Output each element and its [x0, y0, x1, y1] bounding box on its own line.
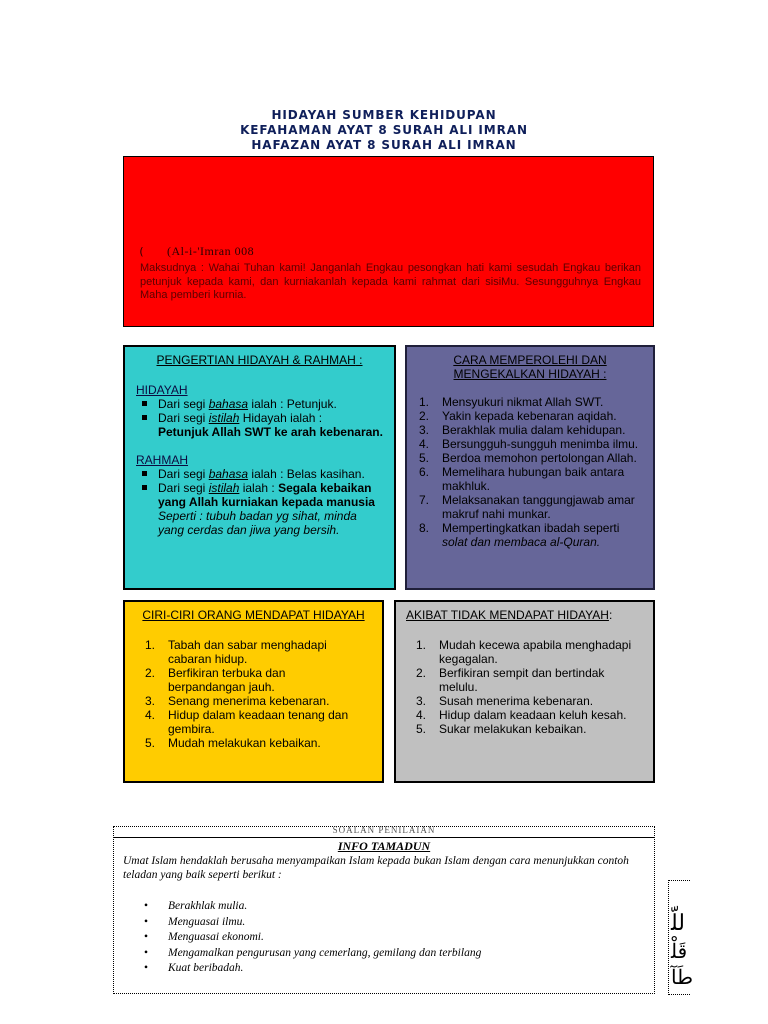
akibat-heading	[396, 608, 653, 622]
list-item: 3. Susah menerima kebenaran.	[416, 694, 594, 708]
akibat-heading-suffix: :	[608, 608, 613, 622]
list-item: 7. Melaksanakan tanggungjawab amar makruf nahi munkar.	[419, 493, 635, 521]
citation-glyphs	[145, 245, 153, 258]
cara-heading-line2: MENGEKALKAN HIDAYAH	[453, 367, 600, 381]
list-item: 1. Mensyukuri nikmat Allah SWT.	[419, 395, 604, 409]
list-item: 5. Mudah melakukan kebaikan.	[145, 736, 321, 750]
ciri-heading: CIRI-CIRI ORANG MENDAPAT HIDAYAH	[142, 608, 365, 622]
list-item: 8. Mempertingkatkan ibadah seperti solat dan membaca al-Quran.	[419, 521, 620, 549]
cara-box	[405, 345, 655, 590]
side-fragment-box	[668, 880, 694, 995]
list-item: Dari segi istilah Hidayah ialah : Petunjuk Allah SWT ke arah kebenaran.	[136, 411, 386, 439]
list-item: • Menguasai ekonomi.	[144, 930, 481, 946]
ciri-box	[123, 600, 384, 783]
list-item: 3. Berakhlak mulia dalam kehidupan.	[419, 423, 626, 437]
rahmah-label: RAHMAH	[136, 453, 189, 467]
ghost-header: SOALAN PENILAIAN	[332, 825, 436, 835]
rahmah-definition: Segala kebaikan yang Allah kurniakan kepada manusia	[158, 481, 375, 509]
page-title-1: HIDAYAH SUMBER KEHIDUPAN	[271, 108, 497, 122]
akibat-list	[416, 638, 641, 736]
verse-citation-row	[138, 244, 643, 259]
verse-box	[123, 156, 654, 327]
hidayah-definition: Petunjuk Allah SWT ke arah kebenaran.	[158, 425, 383, 439]
list-item: 4. Hidup dalam keadaan keluh kesah.	[416, 708, 627, 722]
list-item: • Mengamalkan pengurusan yang cemerlang, gemilang dan terbilang	[144, 946, 481, 962]
akibat-box	[394, 600, 655, 783]
akibat-heading-text: AKIBAT TIDAK MENDAPAT HIDAYAH	[406, 608, 609, 622]
pengertian-heading-suffix: :	[355, 353, 363, 367]
list-item: 4. Hidup dalam keadaan tenang dan gembira.	[145, 708, 349, 736]
hidayah-list	[136, 397, 386, 439]
list-item: 5. Sukar melakukan kebaikan.	[416, 722, 587, 736]
list-item: 2. Yakin kepada kebenaran aqidah.	[419, 409, 617, 423]
list-item: 5. Berdoa memohon pertolongan Allah.	[419, 451, 637, 465]
pengertian-heading-text: PENGERTIAN HIDAYAH & RAHMAH	[156, 353, 356, 367]
list-item: • Berakhlak mulia.	[144, 899, 481, 915]
info-tamadun-list	[144, 899, 481, 977]
list-item: 1. Tabah dan sabar menghadapi cabaran hidup.	[145, 638, 327, 666]
cara-heading-line1: CARA MEMPEROLEHI DAN	[453, 353, 607, 367]
divider	[114, 837, 654, 838]
list-item: 4. Bersungguh-sungguh menimba ilmu.	[419, 437, 639, 451]
citation-prefix: (	[138, 245, 146, 258]
list-item: • Menguasai ilmu.	[144, 915, 481, 931]
page-title-3: HAFAZAN AYAT 8 SURAH ALI IMRAN	[251, 138, 517, 152]
arabic-fragment-3: ﻃَﺂ	[671, 965, 694, 989]
pengertian-box	[123, 345, 396, 590]
list-item: Dari segi bahasa ialah : Belas kasihan.	[136, 467, 386, 481]
citation-surah: (Al-i-'Imran 008	[167, 244, 255, 258]
list-item: 1. Mudah kecewa apabila menghadapi kegagalan.	[416, 638, 632, 666]
cara-heading	[407, 353, 653, 381]
info-tamadun-box	[113, 826, 655, 994]
rahmah-example: Seperti : tubuh badan yg sihat, minda yang cerdas dan jiwa yang bersih.	[158, 509, 357, 537]
pengertian-heading	[125, 353, 394, 367]
list-item: 2. Berfikiran terbuka dan berpandangan jauh.	[145, 666, 286, 694]
list-item: 2. Berfikiran sempit dan bertindak melulu.	[416, 666, 605, 694]
ciri-list	[145, 638, 364, 750]
rahmah-list	[136, 467, 386, 537]
info-tamadun-intro: Umat Islam hendaklah berusaha menyampaikan Islam kepada bukan Islam dengan cara menunjukkan contoh teladan yang baik seperti berikut :	[123, 855, 629, 881]
list-item: Dari segi bahasa ialah : Petunjuk.	[136, 397, 386, 411]
cara-list	[419, 395, 645, 549]
arabic-fragment-2: ﻗَﻠْ	[671, 939, 688, 963]
hidayah-label: HIDAYAH	[136, 383, 188, 397]
page-title-2: KEFAHAMAN AYAT 8 SURAH ALI IMRAN	[240, 123, 528, 137]
cara-heading-suffix: :	[599, 367, 607, 381]
list-item: 3. Senang menerima kebenaran.	[145, 694, 330, 708]
list-item: 6. Memelihara hubungan baik antara makhluk.	[419, 465, 625, 493]
verse-translation: Maksudnya : Wahai Tuhan kami! Janganlah Engkau pesongkan hati kami sesudah Engkau berikan petunjuk kepada kami, dan kurniakanlah kepada kami rahmat dari sisiMu. Sesungguhnya Engkau Maha pemberi kurnia.	[140, 262, 641, 301]
arabic-fragment-1: ﻟﻠّ	[671, 911, 685, 936]
info-tamadun-title: INFO TAMADUN	[337, 839, 431, 853]
list-item: • Kuat beribadah.	[144, 961, 481, 977]
list-item: Dari segi istilah ialah : Segala kebaikan yang Allah kurniakan kepada manusia Seperti : tubuh badan yg sihat, minda yang cerdas dan jiwa yang bersih.	[136, 481, 386, 537]
